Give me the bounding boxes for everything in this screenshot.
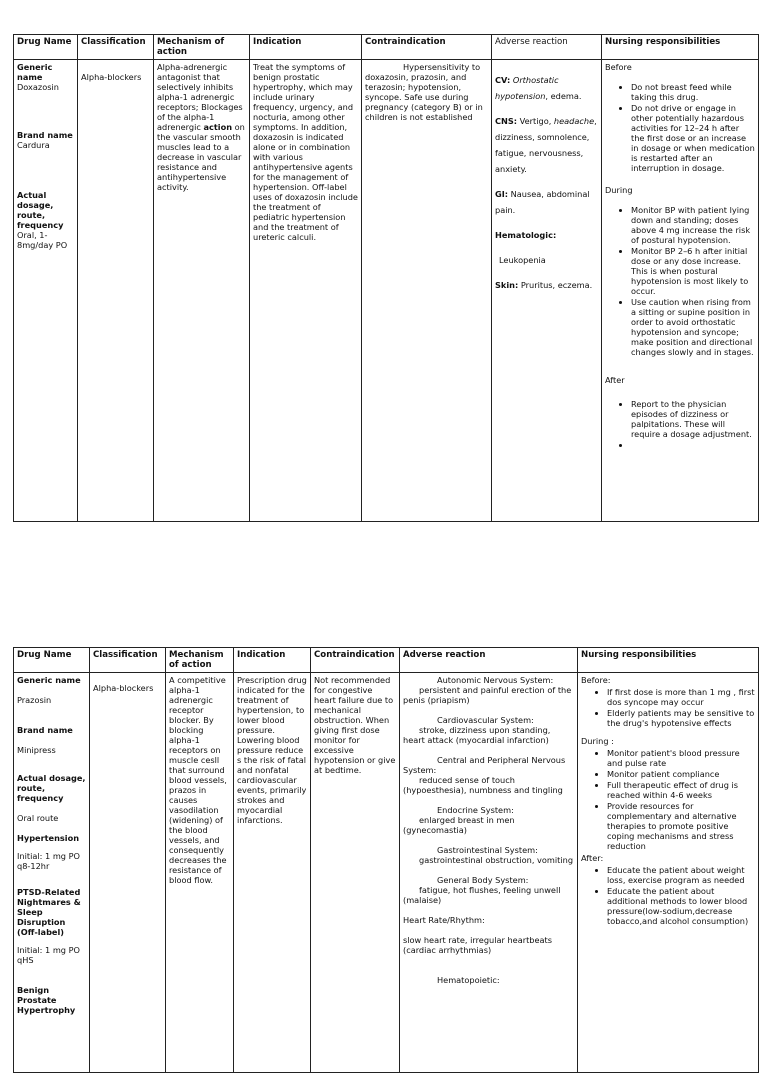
header-mechanism: Mechanism of action: [166, 648, 234, 673]
ar-group: Gastrointestinal System: gastrointestinal obstruction, vomiting: [419, 845, 574, 865]
ptsd-dose: Initial: 1 mg PO qHS: [17, 945, 80, 965]
brand-name: Minipress: [17, 745, 56, 755]
drug-table-doxazosin: [13, 34, 759, 522]
brand-name: Cardura: [17, 140, 50, 150]
classification-cell: [78, 60, 154, 522]
table-row: [14, 60, 759, 522]
header-adverse-reaction: Adverse reaction: [400, 648, 578, 673]
indication-cell: Prescription drug indicated for the treatment of hypertension, to lower blood pressure. Lowering blood pressure reduce s the risk of fatal and nonfatal cardiovascular events, primarily strokes and myocardial infarctions.: [234, 673, 311, 1073]
mechanism-text-b: on the vascular smooth muscles lead to a decrease in vascular resistance and antihypertensive activity.: [157, 122, 245, 192]
list-item: • Provide resources for complementary and alternative therapies to promote positive coping mechanisms and stress reduction: [607, 801, 755, 851]
adverse-reaction-cell: [492, 60, 602, 522]
list-item: • Monitor patient's blood pressure and pulse rate: [607, 748, 755, 768]
generic-name: Doxazosin: [17, 82, 59, 92]
header-mechanism: Mechanism of action: [154, 35, 250, 60]
drug-table-prazosin: [13, 647, 759, 1073]
nursing-after-label: After: [605, 375, 625, 385]
ar-group: Heart Rate/Rhythm: slow heart rate, irregular heartbeats (cardiac arrhythmias): [403, 915, 553, 955]
ar-group: Autonomic Nervous System: persistent and painful erection of the penis (priapism): [403, 675, 572, 705]
header-drug-name: Drug Name: [14, 35, 78, 60]
nursing-after-list: [605, 399, 755, 450]
header-drug-name: Drug Name: [14, 648, 90, 673]
list-item: • Full therapeutic effect of drug is reached within 4-6 weeks: [607, 780, 755, 800]
contraindication-text: Hypersensitivity to doxazosin, prazosin, and terazosin; hypotension, syncope. Safe use during pregnancy (category B) or in children is not established: [365, 62, 483, 122]
nursing-before-list: [581, 687, 755, 728]
nursing-during-list: [581, 748, 755, 851]
table-header-row: [14, 35, 759, 60]
table-header-row: [14, 648, 759, 673]
header-nursing: Nursing responsibilities: [578, 648, 759, 673]
nursing-before-label: Before: [605, 62, 632, 72]
ar-group: Cardiovascular System: stroke, dizziness upon standing, heart attack (myocardial infarction): [403, 715, 551, 745]
ar-group: Hematopoietic:: [437, 975, 500, 985]
route-value: Oral route: [17, 813, 59, 823]
indication-cell: Treat the symptoms of benign prostatic hypertrophy, which may include urinary frequency, urgency, and nocturia, among other symptoms. In addition, doxazosin is indicated alone or in combination with various antihypertensive agents for the management of hypertension. Off-label uses of doxazosin include the treatment of pediatric hypertension and the treatment of ureteric calculi.: [250, 60, 362, 522]
ar-gi: GI: Nausea, abdominal pain.: [495, 189, 590, 215]
classification-value: Alpha-blockers: [81, 72, 142, 82]
dosage-value: Oral, 1-8mg/day PO: [17, 230, 68, 250]
contraindication-cell: Not recommended for congestive heart failure due to mechanical obstruction. When giving first dose monitor for excessive hypotension or give at bedtime.: [311, 673, 400, 1073]
header-contraindication: Contraindication: [311, 648, 400, 673]
list-item: • Educate the patient about weight loss, exercise program as needed: [607, 865, 755, 885]
list-item: • Do not drive or engage in other potentially hazardous activities for 12–24 h after the first dose or an increase in dosage or when medication is restarted after an interruption in dosage.: [631, 103, 755, 173]
contraindication-cell: [362, 60, 492, 522]
nursing-before-list: [605, 82, 755, 173]
ar-cv: CV: Orthostatic hypotension, edema.: [495, 75, 582, 101]
classification-value: Alpha-blockers: [93, 683, 154, 693]
ar-hematologic-label: Hematologic:: [495, 230, 557, 240]
brand-name-label: Brand name: [17, 725, 73, 735]
list-item: • Use caution when rising from a sitting or supine position in order to avoid orthostatic hypotension and syncope; make position and directional changes slowly and in stages.: [631, 297, 755, 357]
header-classification: Classification: [78, 35, 154, 60]
header-adverse-reaction: Adverse reaction: [492, 35, 602, 60]
table-row: [14, 673, 759, 1073]
adverse-reaction-cell: [400, 673, 578, 1073]
bph-label: Benign Prostate Hypertrophy: [17, 985, 76, 1015]
list-item: [631, 440, 755, 450]
dosage-label: Actual dosage, route, frequency: [17, 773, 86, 803]
nursing-cell: [602, 60, 759, 522]
mechanism-cell: A competitive alpha-1 adrenergic receptor blocker. By blocking alpha-1 receptors on muscle cesll that surround blood vessels, prazos in causes vasodilation (widening) of the blood vessels, and consequently decreases the resistance of blood flow.: [166, 673, 234, 1073]
header-classification: Classification: [90, 648, 166, 673]
nursing-before-label: Before:: [581, 675, 611, 685]
nursing-cell: [578, 673, 759, 1073]
generic-name: Prazosin: [17, 695, 52, 705]
ar-skin: Skin: Pruritus, eczema.: [495, 280, 593, 290]
ar-group: General Body System: fatigue, hot flushes, feeling unwell (malaise): [403, 875, 561, 905]
list-item: • If first dose is more than 1 mg , first dos syncope may occur: [607, 687, 755, 707]
drug-name-cell: [14, 60, 78, 522]
nursing-after-label: After:: [581, 853, 604, 863]
nursing-during-list: [605, 205, 755, 357]
header-indication: Indication: [234, 648, 311, 673]
generic-name-label: Generic name: [17, 675, 81, 685]
nursing-during-label: During: [605, 185, 633, 195]
classification-cell: [90, 673, 166, 1073]
dosage-label: Actual dosage, route, frequency: [17, 190, 64, 230]
list-item: • Monitor BP with patient lying down and standing; doses above 4 mg increase the risk of postural hypotension.: [631, 205, 755, 245]
ar-hematologic: Leukopenia: [499, 255, 546, 265]
list-item: • Do not breast feed while taking this drug.: [631, 82, 755, 102]
drug-name-cell: [14, 673, 90, 1073]
list-item: • Elderly patients may be sensitive to the drug's hypotensive effects: [607, 708, 755, 728]
nursing-during-label: During :: [581, 736, 614, 746]
ar-group: Endocrine System: enlarged breast in men (gynecomastia): [403, 805, 515, 835]
hypertension-label: Hypertension: [17, 833, 80, 843]
ptsd-label: PTSD-Related Nightmares & Sleep Disruption (Off-label): [17, 887, 81, 937]
list-item: • Educate the patient about additional methods to lower blood pressure(low-sodium,decrease tobacco,and alcohol consumption): [607, 886, 755, 926]
mechanism-text-a: Alpha-adrenergic antagonist that selectively inhibits alpha-1 adrenergic receptors; Blockages of the alpha-1 adrenergic: [157, 62, 243, 132]
nursing-after-list: [581, 865, 755, 926]
mechanism-cell: [154, 60, 250, 522]
list-item: • Monitor BP 2–6 h after initial dose or any dose increase. This is when postural hypotension is most likely to occur.: [631, 246, 755, 296]
brand-name-label: Brand name: [17, 130, 73, 140]
generic-name-label: Generic name: [17, 62, 53, 82]
header-nursing: Nursing responsibilities: [602, 35, 759, 60]
hypertension-dose: Initial: 1 mg PO q8-12hr: [17, 851, 80, 871]
header-indication: Indication: [250, 35, 362, 60]
list-item: • Report to the physician episodes of dizziness or palpitations. These will require a dosage adjustment.: [631, 399, 755, 439]
header-contraindication: Contraindication: [362, 35, 492, 60]
list-item: • Monitor patient compliance: [607, 769, 755, 779]
ar-group: Central and Peripheral Nervous System: reduced sense of touch (hypoesthesia), numbness and tingling: [403, 755, 566, 795]
mechanism-text-bold: action: [203, 122, 233, 132]
ar-cns: CNS: Vertigo, headache, dizziness, somnolence, fatigue, nervousness, anxiety.: [495, 116, 597, 174]
